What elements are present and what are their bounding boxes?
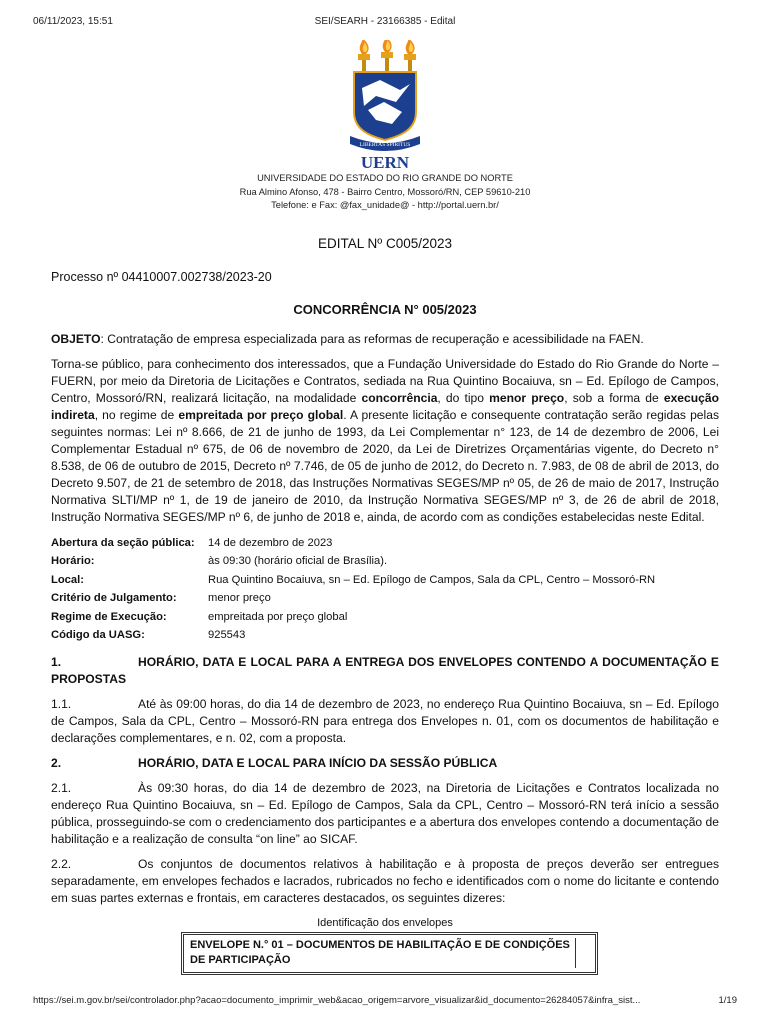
envelope-1-box	[181, 932, 598, 975]
section-2-title: HORÁRIO, DATA E LOCAL PARA INÍCIO DA SESSÃO PÚBLICA	[138, 756, 498, 771]
print-header	[0, 16, 770, 30]
intro-bold-4: empreitada por preço global	[178, 408, 344, 422]
page-number: 1/19	[718, 995, 737, 1006]
table-row	[48, 534, 658, 552]
info-label: Horário:	[51, 555, 95, 568]
info-value: menor preço	[208, 592, 271, 605]
intro-bold-2: menor preço	[489, 391, 565, 405]
table-row	[48, 571, 658, 589]
section-2-heading	[51, 755, 719, 772]
info-label: Abertura da seção pública:	[51, 537, 195, 549]
objeto-label: OBJETO	[51, 332, 101, 346]
uern-logo	[340, 40, 430, 172]
paragraph-1-1-number: 1.1.	[51, 697, 72, 712]
paragraph-2-1-number: 2.1.	[51, 781, 72, 796]
logo-motto: LIBERTAS SPIRITUS	[359, 142, 411, 148]
intro-text-5: . A presente licitação e consequente contratação serão regidas pelas seguintes normas: Lei nº 8.666, de 21 de junho de 1993, da Lei Complementar n° 123, de 14 de dezembro de 2006, Lei Complementar Estadual nº 675, de 06 de novembro de 2020, da Lei de Diretrizes Orçamentárias vigente, do Decreto n° 8.538, de 06 de outubro de 2015, Decreto nº 7.746, de 05 de junho de 2012, do Decreto n. 7.983, de 08 de abril de 2013, do Decreto 9.507, de 21 de setembro de 2018, das Instruções Normativas SEGES/MP nº 05, de 26 de maio de 2017, Instrução Normativa SLTI/MP nº 1, de 19 de janeiro de 2010, da Instrução Normativa SEGES/MP nº 3, de 26 de abril de 2018, Instrução Normativa SEGES/MP nº 6, de junho de 2018 e, ainda, de acordo com as condições estabelecidas neste Edital.	[51, 408, 719, 524]
objeto-text: : Contratação de empresa especializada para as reformas de recuperação e acessibilidade na FAEN.	[100, 332, 644, 346]
logo-acronym: UERN	[360, 153, 410, 172]
print-datetime: 06/11/2023, 15:51	[33, 16, 113, 27]
intro-paragraph	[51, 356, 719, 526]
intro-text-3: , sob a forma de	[564, 391, 664, 405]
section-2-number: 2.	[51, 756, 62, 771]
info-value: às 09:30 (horário oficial de Brasília).	[208, 555, 388, 568]
torches-icon	[358, 40, 416, 74]
section-1-number: 1.	[51, 655, 62, 670]
info-value: Rua Quintino Bocaiuva, sn – Ed. Epílogo de Campos, Sala da CPL, Centro – Mossoró-RN	[208, 573, 656, 586]
paragraph-2-1	[51, 780, 719, 848]
info-label: Regime de Execução:	[51, 610, 167, 623]
envelopes-caption: Identificação dos envelopes	[317, 917, 453, 930]
org-header	[0, 172, 770, 213]
concorrencia-title: CONCORRÊNCIA N° 005/2023	[293, 302, 477, 317]
envelope-1-label: ENVELOPE N.° 01 – DOCUMENTOS DE HABILITAÇÃO E DE CONDIÇÕES DE PARTICIPAÇÃO	[190, 938, 576, 968]
uern-crest-icon	[340, 40, 430, 172]
intro-text-2: , do tipo	[437, 391, 490, 405]
paragraph-2-1-text: Às 09:30 horas, do dia 14 de dezembro de 2023, na Diretoria de Licitações e Contratos localizada no endereço Rua Quintino Bocaiuva, sn – Ed. Epílogo de Campos, Sala da CPL, Centro – Mossoró-RN terá início a sessão pública, prosseguindo-se com o credenciamento dos participantes e a abertura dos envelopes contendo a documentação de habilitação e a realização de consulta “on line” ao SICAF.	[51, 781, 719, 847]
org-name: UNIVERSIDADE DO ESTADO DO RIO GRANDE DO NORTE	[257, 173, 513, 183]
table-row	[48, 589, 658, 607]
info-value: 14 de dezembro de 2023	[208, 537, 333, 549]
print-footer	[0, 995, 770, 1009]
info-label: Critério de Julgamento:	[51, 592, 177, 605]
org-address: Rua Almino Afonso, 478 - Bairro Centro, Mossoró/RN, CEP 59610-210	[239, 186, 531, 197]
intro-bold-1: concorrência	[361, 391, 438, 405]
document-body	[51, 235, 719, 975]
table-row	[48, 608, 658, 626]
section-1-heading	[51, 654, 719, 688]
table-row	[48, 626, 658, 644]
info-label: Local:	[51, 573, 84, 586]
paragraph-2-2	[51, 856, 719, 907]
intro-text-1: Torna-se público, para conhecimento dos interessados, que a Fundação Universidade do Estado do Rio Grande do Norte – FUERN, por meio da Diretoria de Licitações e Contratos, sediada na Rua Quintino Bocaiuva, sn – Ed. Epílogo de Campos, Centro, Mossoró/RN, realizará licitação, na modalidade	[51, 357, 719, 405]
info-value: empreitada por preço global	[208, 610, 348, 623]
info-label: Código da UASG:	[51, 629, 145, 642]
objeto-paragraph	[51, 331, 719, 348]
processo-number: Processo nº 04410007.002738/2023-20	[51, 270, 272, 284]
table-row	[48, 552, 658, 570]
intro-bold-3: execução indireta	[51, 391, 719, 422]
print-doc-title: SEI/SEARH - 23166385 - Edital	[314, 16, 456, 27]
section-1-title: HORÁRIO, DATA E LOCAL PARA A ENTREGA DOS ENVELOPES CONTENDO A DOCUMENTAÇÃO E PROPOSTAS	[51, 655, 719, 687]
info-value: 925543	[208, 629, 246, 642]
paragraph-2-2-number: 2.2.	[51, 857, 72, 872]
paragraph-2-2-text: Os conjuntos de documentos relativos à habilitação e à proposta de preços deverão ser entregues separadamente, em envelopes fechados e lacrados, rubricados no fecho e identificados com o nome do licitante e contendo em suas partes externas e frontais, em caracteres destacados, os seguintes dizeres:	[51, 857, 719, 906]
info-table	[48, 534, 658, 644]
print-url: https://sei.m.gov.br/sei/controlador.php?acao=documento_imprimir_web&acao_origem=arvore_visualizar&id_documento=26284057&infra_sist...	[33, 995, 641, 1006]
paragraph-1-1	[51, 696, 719, 747]
org-contact: Telefone: e Fax: @fax_unidade@ - http://portal.uern.br/	[271, 200, 499, 210]
paragraph-1-1-text: Até às 09:00 horas, do dia 14 de dezembro de 2023, no endereço Rua Quintino Bocaiuva, sn – Ed. Epílogo de Campos, Sala da CPL, Centro – Mossoró-RN para entrega dos Envelopes n. 01, com os documentos de habilitação e declarações complementares, e n. 02, com a proposta.	[51, 697, 719, 746]
intro-text-4: , no regime de	[94, 408, 179, 422]
edital-title: EDITAL Nº C005/2023	[318, 236, 452, 251]
